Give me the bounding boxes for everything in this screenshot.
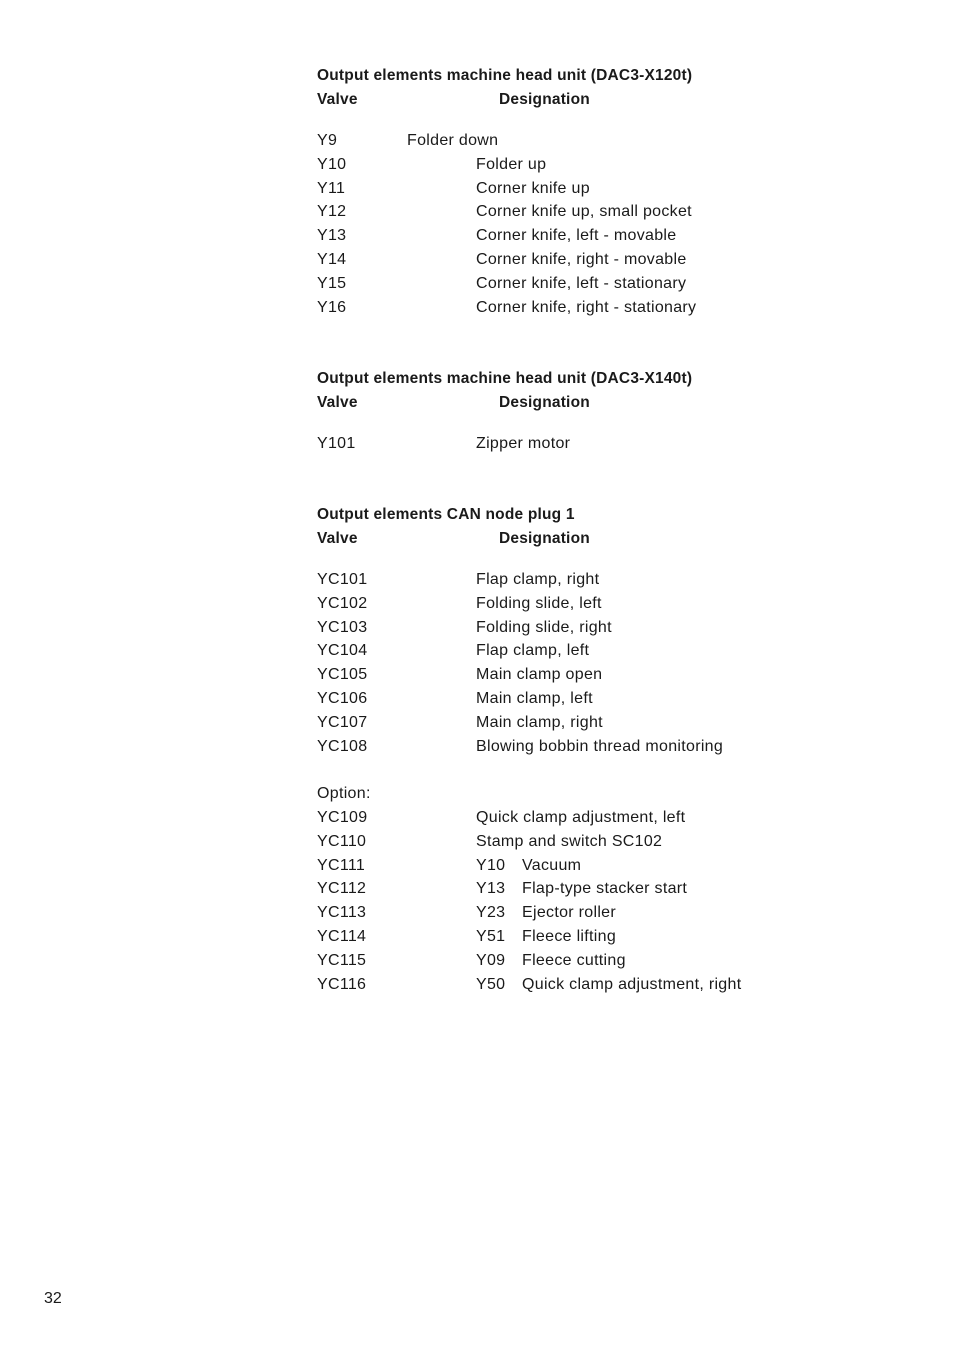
designation-cell: Main clamp, left — [476, 689, 593, 707]
table-row — [317, 224, 877, 248]
valve-cell: YC113 — [317, 904, 367, 922]
reference-cell: Y09 — [476, 951, 506, 969]
designation-cell: Fleece cutting — [522, 951, 626, 969]
table-row — [317, 830, 877, 854]
valve-cell: Y10 — [317, 155, 347, 173]
table-row — [317, 663, 877, 687]
valve-cell: YC103 — [317, 618, 368, 636]
valve-cell: YC111 — [317, 856, 366, 874]
valve-cell: YC102 — [317, 594, 368, 612]
table-row — [317, 272, 877, 296]
section-can-node-plug-1 — [317, 503, 877, 996]
designation-cell: Flap-type stacker start — [522, 880, 688, 898]
table-row — [317, 901, 877, 925]
option-label: Option: — [317, 785, 371, 803]
valve-cell: Y101 — [317, 435, 356, 452]
valve-cell: Y16 — [317, 298, 347, 316]
column-header-valve: Valve — [317, 530, 358, 547]
designation-cell: Folder down — [407, 132, 499, 149]
table-row — [317, 639, 877, 663]
valve-cell: YC110 — [317, 832, 367, 850]
column-header-row — [317, 88, 877, 112]
table-row — [317, 735, 877, 759]
table-row — [317, 949, 877, 973]
valve-cell: Y12 — [317, 203, 347, 221]
section-title: Output elements machine head unit (DAC3-X120t) — [317, 67, 693, 84]
table-row — [317, 854, 877, 878]
reference-cell: Y50 — [476, 975, 506, 993]
designation-cell: Quick clamp adjustment, left — [476, 808, 686, 826]
designation-cell: Blowing bobbin thread monitoring — [476, 737, 724, 755]
column-header-designation: Designation — [499, 91, 590, 108]
table-row — [317, 432, 877, 456]
table-row — [317, 177, 877, 201]
valve-cell: Y13 — [317, 227, 347, 245]
table-row — [317, 616, 877, 640]
valve-cell: YC104 — [317, 642, 368, 660]
section-dac3-x140t — [317, 367, 877, 456]
page-number: 32 — [44, 1290, 62, 1307]
table-row — [317, 806, 877, 830]
designation-cell: Flap clamp, left — [476, 642, 590, 660]
valve-cell: YC115 — [317, 951, 367, 969]
section-title: Output elements CAN node plug 1 — [317, 506, 575, 523]
designation-cell: Main clamp open — [476, 666, 603, 684]
valve-cell: YC101 — [317, 571, 368, 588]
reference-cell: Y10 — [476, 856, 506, 874]
valve-cell: Y9 — [317, 132, 338, 149]
designation-cell: Corner knife up, small pocket — [476, 203, 692, 221]
designation-cell: Corner knife up — [476, 179, 590, 197]
designation-cell: Stamp and switch SC102 — [476, 832, 663, 850]
table-row — [317, 711, 877, 735]
option-label-row — [317, 782, 877, 806]
designation-cell: Folding slide, right — [476, 618, 612, 636]
column-header-valve: Valve — [317, 394, 358, 411]
section-title: Output elements machine head unit (DAC3-X140t) — [317, 370, 693, 387]
column-header-valve: Valve — [317, 91, 358, 108]
designation-cell: Corner knife, right - movable — [476, 250, 687, 268]
section-dac3-x120t — [317, 64, 877, 319]
valve-cell: YC109 — [317, 808, 368, 826]
designation-cell: Folder up — [476, 155, 547, 173]
designation-cell: Zipper motor — [476, 435, 571, 452]
table-row — [317, 877, 877, 901]
designation-cell: Flap clamp, right — [476, 571, 600, 588]
valve-cell: Y14 — [317, 250, 347, 268]
designation-cell: Vacuum — [522, 856, 582, 874]
table-row — [317, 687, 877, 711]
designation-cell: Corner knife, left - movable — [476, 227, 677, 245]
table-row — [317, 568, 877, 592]
column-header-designation: Designation — [499, 394, 590, 411]
table-row — [317, 200, 877, 224]
table-row — [317, 153, 877, 177]
valve-cell: Y11 — [317, 179, 346, 197]
valve-cell: YC108 — [317, 737, 368, 755]
valve-cell: YC114 — [317, 927, 367, 945]
column-header-designation: Designation — [499, 530, 590, 547]
valve-cell: YC107 — [317, 713, 368, 731]
table-row — [317, 296, 877, 320]
designation-cell: Corner knife, left - stationary — [476, 274, 687, 292]
reference-cell: Y23 — [476, 904, 506, 922]
designation-cell: Ejector roller — [522, 904, 617, 922]
reference-cell: Y13 — [476, 880, 506, 898]
valve-cell: YC106 — [317, 689, 368, 707]
valve-cell: YC112 — [317, 880, 367, 898]
valve-cell: YC116 — [317, 975, 367, 993]
table-row — [317, 592, 877, 616]
column-header-row — [317, 391, 877, 415]
designation-cell: Main clamp, right — [476, 713, 603, 731]
valve-cell: Y15 — [317, 274, 347, 292]
designation-cell: Corner knife, right - stationary — [476, 298, 697, 316]
table-row — [317, 925, 877, 949]
table-row — [317, 973, 877, 997]
column-header-row — [317, 527, 877, 551]
valve-cell: YC105 — [317, 666, 368, 684]
designation-cell: Fleece lifting — [522, 927, 617, 945]
designation-cell: Folding slide, left — [476, 594, 602, 612]
reference-cell: Y51 — [476, 927, 506, 945]
table-row — [317, 248, 877, 272]
designation-cell: Quick clamp adjustment, right — [522, 975, 742, 993]
table-row — [317, 129, 877, 153]
